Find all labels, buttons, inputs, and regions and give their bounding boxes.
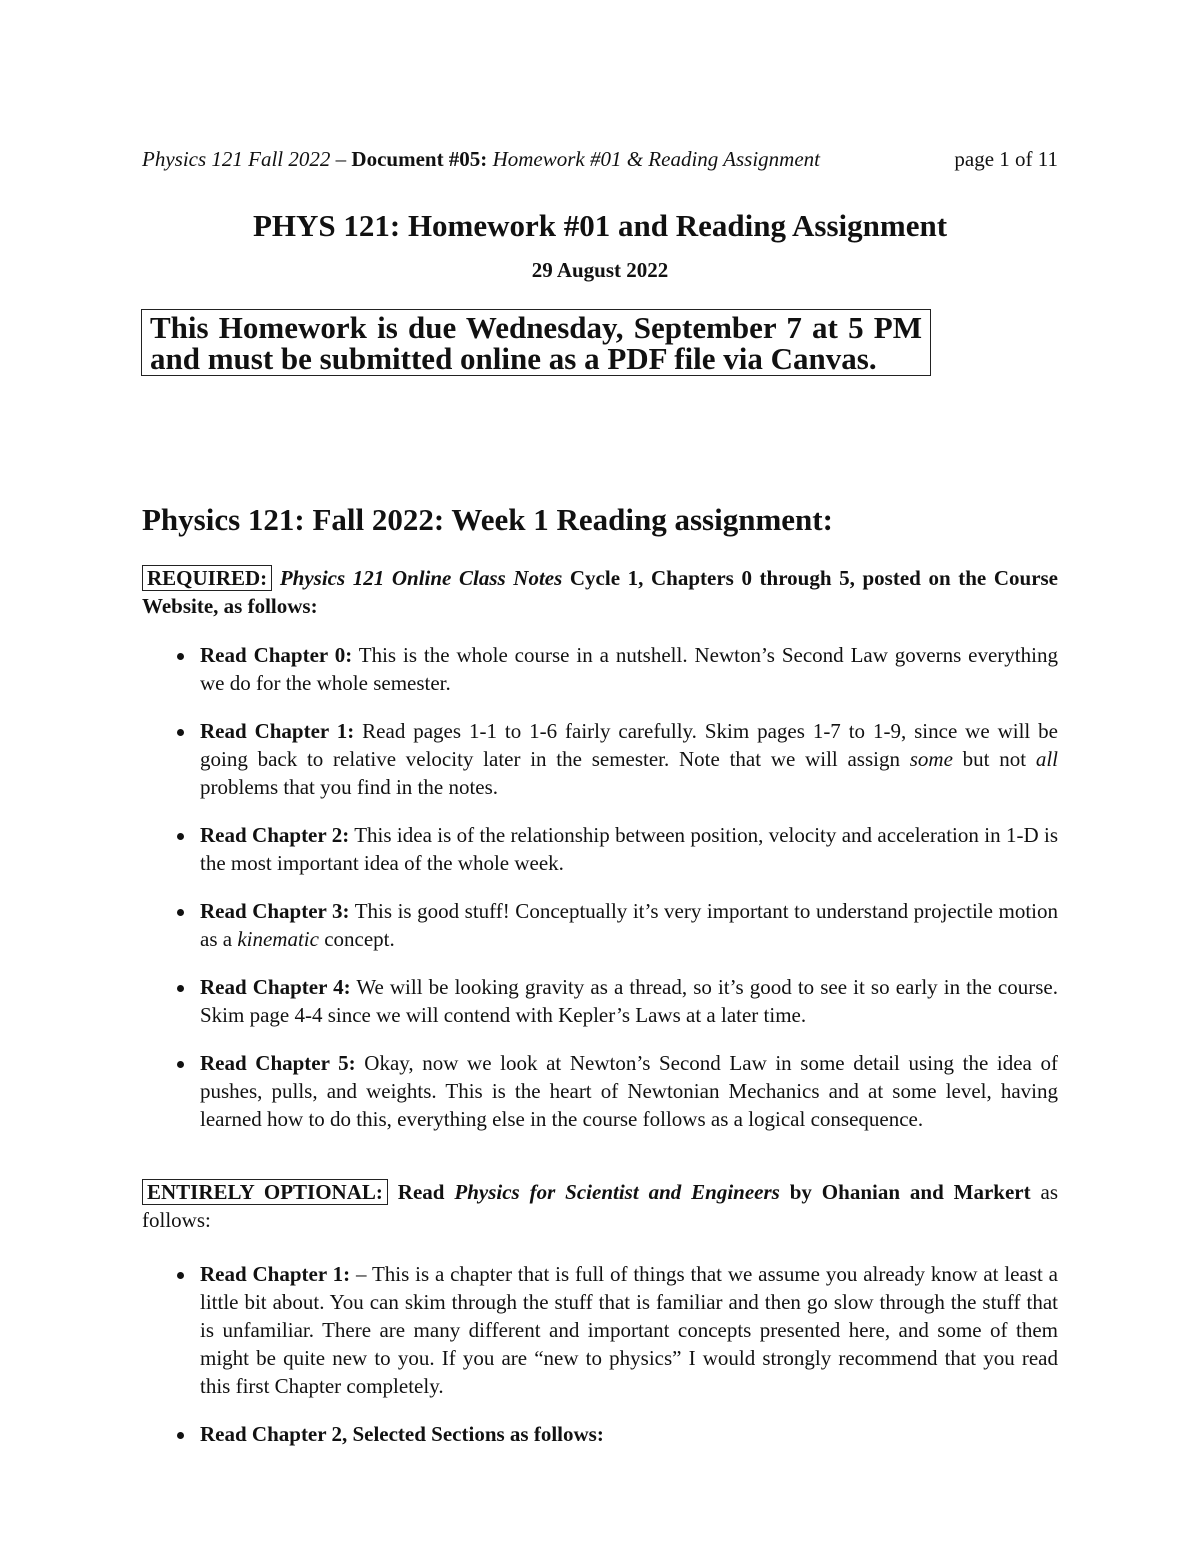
item-label: Read Chapter 1: bbox=[200, 1262, 351, 1286]
optional-tail: as follows: bbox=[142, 1180, 1059, 1232]
item-emphasis: some bbox=[909, 747, 953, 771]
item-emphasis: all bbox=[1035, 747, 1058, 771]
required-intro bbox=[142, 564, 1058, 620]
optional-book: Physics for Scientist and Engineers bbox=[454, 1180, 780, 1204]
item-text: but not bbox=[952, 747, 1036, 771]
list-item bbox=[200, 717, 1058, 801]
optional-lead: Read bbox=[387, 1180, 455, 1204]
optional-authors: by Ohanian and Markert bbox=[779, 1180, 1031, 1204]
header-suffix: Homework #01 & Reading Assignment bbox=[487, 147, 820, 171]
item-text: This is the whole course in a nutshell. Newton’s Second Law governs everything we do for the whole semester. bbox=[200, 643, 1058, 695]
item-text: problems that you find in the notes. bbox=[200, 775, 499, 799]
item-label: Read Chapter 5: bbox=[200, 1051, 356, 1075]
header-title bbox=[142, 147, 820, 171]
required-text: Cycle 1, Chapters 0 through 5, posted on the Course Website, as follows: bbox=[142, 566, 1059, 618]
item-text: Read pages 1-1 to 1-6 fairly carefully. Skim pages 1-7 to 1-9, since we will be going back to relative velocity later in the semester. Note that we will assign bbox=[200, 719, 1058, 771]
header-prefix: Physics 121 Fall 2022 – bbox=[142, 147, 352, 171]
item-label: Read Chapter 3: bbox=[200, 899, 350, 923]
required-tag: REQUIRED: bbox=[142, 565, 272, 591]
item-label: Read Chapter 0: bbox=[200, 643, 353, 667]
list-item bbox=[200, 897, 1058, 953]
item-label: Read Chapter 1: bbox=[200, 719, 355, 743]
due-notice-box: This Homework is due Wednesday, September 7 at 5 PM and must be submitted online as a PDF file via Canvas. bbox=[141, 309, 931, 376]
item-text: concept. bbox=[318, 927, 395, 951]
item-text: – This is a chapter that is full of things that we assume you already know at least a little bit about. You can skim through the stuff that is familiar and then go slow through the stuff that is unfamiliar. There are many different and important concepts presented here, and some of them might be quite new to you. If you are “new to physics” I would strongly recommend that you read this first Chapter completely. bbox=[200, 1262, 1058, 1398]
item-label: Read Chapter 2, Selected Sections as follows: bbox=[200, 1422, 604, 1446]
item-text: Okay, now we look at Newton’s Second Law in some detail using the idea of pushes, pulls, and weights. This is the heart of Newtonian Mechanics and at some level, having learned how to do this, everything else in the course follows as a logical consequence. bbox=[200, 1051, 1058, 1131]
running-header bbox=[142, 146, 1058, 172]
required-reading-list bbox=[200, 641, 1058, 1153]
optional-intro bbox=[142, 1178, 1058, 1234]
list-item bbox=[200, 973, 1058, 1029]
list-item bbox=[200, 641, 1058, 697]
optional-reading-list bbox=[200, 1260, 1058, 1468]
list-item bbox=[200, 1260, 1058, 1400]
required-source: Physics 121 Online Class Notes bbox=[279, 566, 563, 590]
list-item bbox=[200, 1049, 1058, 1133]
optional-tag: ENTIRELY OPTIONAL: bbox=[142, 1179, 388, 1205]
item-text: This idea is of the relationship between position, velocity and acceleration in 1-D is the most important idea of the whole week. bbox=[200, 823, 1058, 875]
section-heading: Physics 121: Fall 2022: Week 1 Reading assignment: bbox=[142, 502, 833, 537]
page-number: page 1 of 11 bbox=[954, 147, 1058, 171]
list-item bbox=[200, 821, 1058, 877]
item-text: This is good stuff! Conceptually it’s very important to understand projectile motion as a bbox=[200, 899, 1058, 951]
item-label: Read Chapter 4: bbox=[200, 975, 351, 999]
header-doc-label: Document #05: bbox=[351, 147, 488, 171]
list-item bbox=[200, 1420, 1058, 1448]
item-emphasis: kinematic bbox=[237, 927, 319, 951]
item-text: We will be looking gravity as a thread, so it’s good to see it so early in the course. Skim page 4-4 since we will contend with Kepler’s Laws at a later time. bbox=[200, 975, 1058, 1027]
document-date: 29 August 2022 bbox=[531, 258, 669, 282]
item-label: Read Chapter 2: bbox=[200, 823, 350, 847]
document-title: PHYS 121: Homework #01 and Reading Assignment bbox=[252, 208, 948, 243]
